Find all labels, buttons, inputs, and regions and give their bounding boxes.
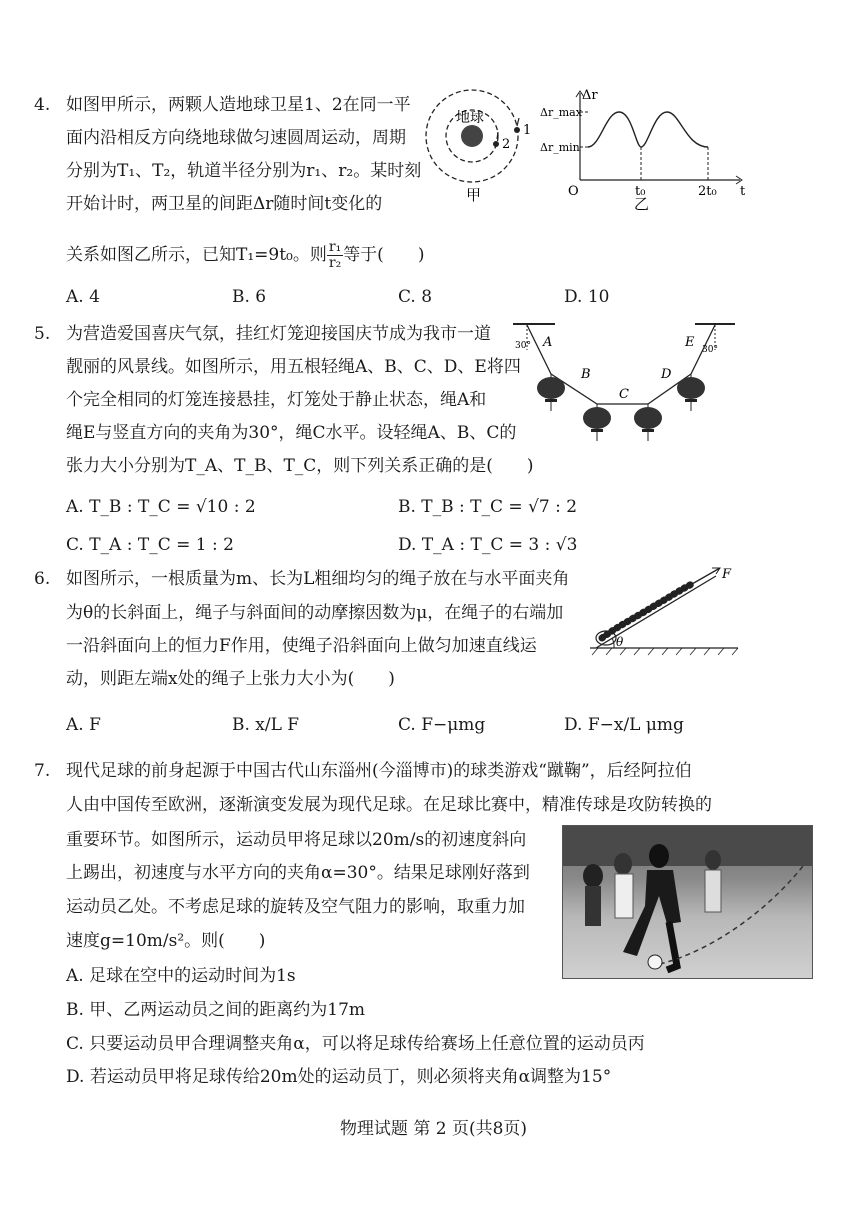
label-b: B xyxy=(581,367,591,382)
question-text-line: 靓丽的风景线。如图所示，用五根轻绳A、B、C、D、E将四 xyxy=(66,357,521,377)
page-footer: 物理试题 第 2 页(共8页) xyxy=(339,1119,528,1139)
question-text-line: 一沿斜面向上的恒力F作用，使绳子沿斜面向上做匀加速直线运 xyxy=(66,636,537,656)
figure-caption: 甲 xyxy=(466,186,482,204)
option-c[interactable]: C. 只要运动员甲合理调整夹角α，可以将足球传给赛场上任意位置的运动员丙 xyxy=(66,1034,645,1054)
question-text-line: 人由中国传至欧洲，逐渐演变发展为现代足球。在足球比赛中，精准传球是攻防转换的 xyxy=(66,795,712,815)
fraction-numerator: r₁ xyxy=(328,239,342,255)
option-a[interactable]: A. F xyxy=(66,715,101,735)
option-d[interactable]: D. T_A : T_C = 3 : √3 xyxy=(398,535,578,555)
option-d[interactable]: D. F−x/L μmg xyxy=(564,715,684,735)
lantern-3 xyxy=(634,404,662,441)
angle-label-left: 30° xyxy=(515,341,531,351)
option-d[interactable]: D. 若运动员甲将足球传给20m处的运动员丁，则必须将夹角α调整为15° xyxy=(66,1067,612,1087)
option-a[interactable]: A. 4 xyxy=(66,287,100,307)
question-text-line: 开始计时，两卫星的间距Δr随时间t变化的 xyxy=(66,194,383,214)
question-text-line: 如图甲所示，两颗人造地球卫星1、2在同一平 xyxy=(66,95,411,115)
question-text-line: 速度g=10m/s²。则( ) xyxy=(66,931,266,951)
soccer-photo xyxy=(562,825,813,979)
lantern-4 xyxy=(677,374,705,411)
orbit-diagram xyxy=(420,88,540,206)
question-tail: 等于( ) xyxy=(343,245,425,265)
option-d[interactable]: D. 10 xyxy=(564,287,610,307)
y-axis-label: Δr xyxy=(582,88,598,103)
option-a[interactable]: A. 足球在空中的运动时间为1s xyxy=(66,966,296,986)
rope-coil xyxy=(602,584,692,638)
option-c[interactable]: C. T_A : T_C = 1 : 2 xyxy=(66,535,234,555)
question-text: 关系如图乙所示，已知T₁=9t₀。则 xyxy=(66,245,327,265)
ymax-label: Δr_max xyxy=(540,106,582,119)
sat1-label: 1 xyxy=(523,123,532,138)
soccer-photo-illustration xyxy=(563,826,812,978)
question-text-line: 如图所示，一根质量为m、长为L粗细均匀的绳子放在与水平面夹角 xyxy=(66,569,570,589)
figure-caption: 乙 xyxy=(634,195,650,210)
question-text-line: 绳E与竖直方向的夹角为30°，绳C水平。设轻绳A、B、C的 xyxy=(66,423,517,443)
distance-curve xyxy=(588,112,708,147)
question-text-line: 上踢出，初速度与水平方向的夹角α=30°。结果足球刚好落到 xyxy=(66,863,530,883)
option-b[interactable]: B. x/L F xyxy=(232,715,300,735)
origin-label: O xyxy=(568,184,579,199)
angle-label: θ xyxy=(616,635,624,649)
x-axis-label: t xyxy=(740,184,746,199)
option-b[interactable]: B. 6 xyxy=(232,287,267,307)
question-text-line: 面内沿相反方向绕地球做匀速圆周运动，周期 xyxy=(66,128,406,148)
t0-label: t₀ xyxy=(635,184,646,199)
sat2-label: 2 xyxy=(502,137,511,152)
question-number: 6. xyxy=(34,569,51,589)
question-text-line: 张力大小分别为T_A、T_B、T_C，则下列关系正确的是( ) xyxy=(66,456,534,476)
label-e: E xyxy=(685,335,695,350)
lantern-1 xyxy=(537,374,565,411)
option-b[interactable]: B. T_B : T_C = √7 : 2 xyxy=(398,497,578,517)
question-text-line: 分别为T₁、T₂，轨道半径分别为r₁、r₂。某时刻 xyxy=(66,161,422,181)
angle-label-right: 30° xyxy=(702,345,718,355)
ground-hatch xyxy=(592,648,738,655)
question-text-line: 为营造爱国喜庆气氛，挂红灯笼迎接国庆节成为我市一道 xyxy=(66,324,491,344)
distance-time-graph xyxy=(540,85,750,210)
satellite-2 xyxy=(493,141,499,147)
question-number: 5. xyxy=(34,324,51,344)
question-text-line: 为θ的长斜面上，绳子与斜面间的动摩擦因数为μ，在绳子的右端加 xyxy=(66,603,564,623)
lantern-2 xyxy=(583,404,611,441)
option-a[interactable]: A. T_B : T_C = √10 : 2 xyxy=(66,497,256,517)
arrow-1-icon xyxy=(517,118,519,126)
label-d: D xyxy=(661,367,672,382)
label-c: C xyxy=(619,387,629,402)
satellite-1 xyxy=(514,127,520,133)
question-text-line: 个完全相同的灯笼连接悬挂，灯笼处于静止状态，绳A和 xyxy=(66,390,487,410)
fraction-denominator: r₂ xyxy=(328,255,342,271)
earth-shape xyxy=(461,125,483,147)
ratio-fraction xyxy=(327,240,343,271)
incline-surface xyxy=(596,576,716,648)
option-b[interactable]: B. 甲、乙两运动员之间的距离约为17m xyxy=(66,1000,366,1020)
question-text-line: 动，则距左端x处的绳子上张力大小为( ) xyxy=(66,669,395,689)
question-text-line: 运动员乙处。不考虑足球的旋转及空气阻力的影响，取重力加 xyxy=(66,897,525,917)
question-text-line: 重要环节。如图所示，运动员甲将足球以20m/s的初速度斜向 xyxy=(66,830,527,850)
question-text-line xyxy=(66,240,424,271)
question-text-line: 现代足球的前身起源于中国古代山东淄州(今淄博市)的球类游戏“蹴鞠”，后经阿拉伯 xyxy=(66,761,692,781)
option-c[interactable]: C. 8 xyxy=(398,287,433,307)
question-number: 7. xyxy=(34,761,51,781)
option-c[interactable]: C. F−μmg xyxy=(398,715,486,735)
force-label: F xyxy=(722,567,732,582)
incline-diagram xyxy=(588,562,740,662)
lantern-diagram xyxy=(505,318,740,458)
2t0-label: 2t₀ xyxy=(698,184,717,199)
label-a: A xyxy=(543,335,553,350)
ymin-label: Δr_min xyxy=(540,141,580,154)
question-number: 4. xyxy=(34,95,51,115)
earth-label: 地球 xyxy=(456,110,484,126)
